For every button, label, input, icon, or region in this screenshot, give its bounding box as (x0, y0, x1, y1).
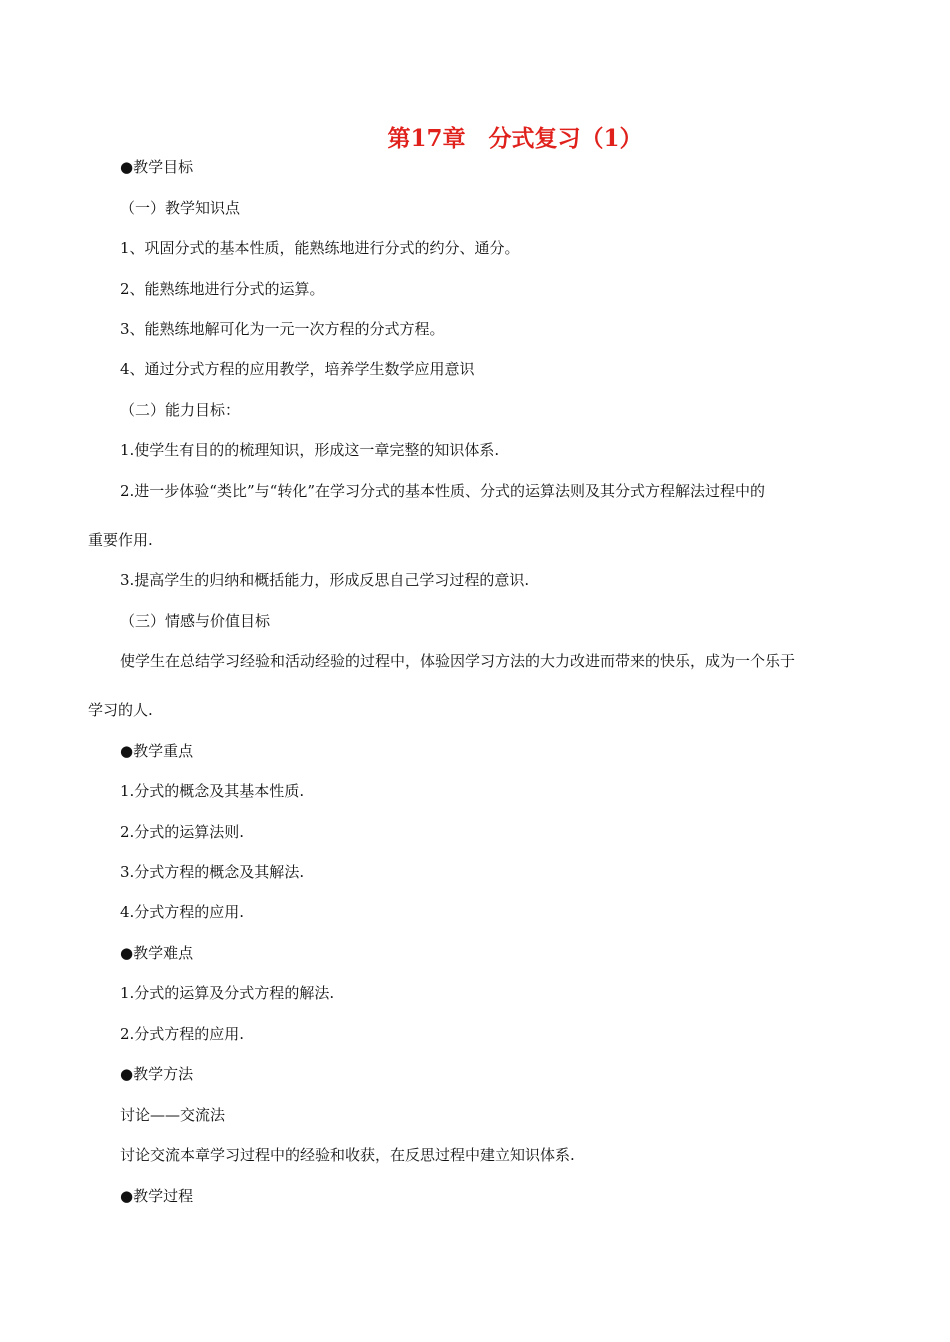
subheading-knowledge-points: （一）教学知识点 (120, 199, 241, 217)
paragraph: 3.提高学生的归纳和概括能力，形成反思自己学习过程的意识. (120, 571, 530, 589)
section-heading-difficult-points: ●教学难点 (120, 944, 194, 962)
subheading-emotion-value-objectives: （三）情感与价值目标 (120, 612, 271, 630)
list-item: 4.分式方程的应用. (120, 903, 245, 921)
paragraph: 讨论——交流法 (120, 1106, 226, 1124)
list-item: 3.分式方程的概念及其解法. (120, 863, 305, 881)
paragraph: 4、通过分式方程的应用教学，培养学生数学应用意识 (120, 360, 475, 378)
paragraph-continuation: 重要作用. (88, 531, 153, 549)
paragraph: 3、能熟练地解可化为一元一次方程的分式方程。 (120, 320, 445, 338)
section-heading-teaching-methods: ●教学方法 (120, 1065, 194, 1083)
paragraph-continuation: 学习的人. (88, 701, 153, 719)
paragraph: 1、巩固分式的基本性质，能熟练地进行分式的约分、通分。 (120, 239, 520, 257)
list-item: 1.分式的概念及其基本性质. (120, 782, 305, 800)
subheading-ability-objectives: （二）能力目标： (120, 401, 241, 419)
section-heading-key-points: ●教学重点 (120, 742, 194, 760)
section-heading-teaching-process: ●教学过程 (120, 1187, 194, 1205)
list-item: 2.分式方程的应用. (120, 1025, 245, 1043)
paragraph: 讨论交流本章学习过程中的经验和收获，在反思过程中建立知识体系. (120, 1146, 575, 1164)
paragraph: 2、能熟练地进行分式的运算。 (120, 280, 325, 298)
list-item: 2.分式的运算法则. (120, 823, 245, 841)
list-item: 1.分式的运算及分式方程的解法. (120, 984, 335, 1002)
paragraph: 2.进一步体验“类比”与“转化”在学习分式的基本性质、分式的运算法则及其分式方程解法过程中的 (120, 482, 765, 500)
paragraph: 1.使学生有目的的梳理知识，形成这一章完整的知识体系. (120, 441, 500, 459)
paragraph: 使学生在总结学习经验和活动经验的过程中，体验因学习方法的大力改进而带来的快乐，成为一个乐于 (120, 652, 796, 670)
page-title: 第17章 分式复习（1） (387, 125, 643, 152)
section-heading-teaching-objectives: ●教学目标 (120, 158, 194, 176)
